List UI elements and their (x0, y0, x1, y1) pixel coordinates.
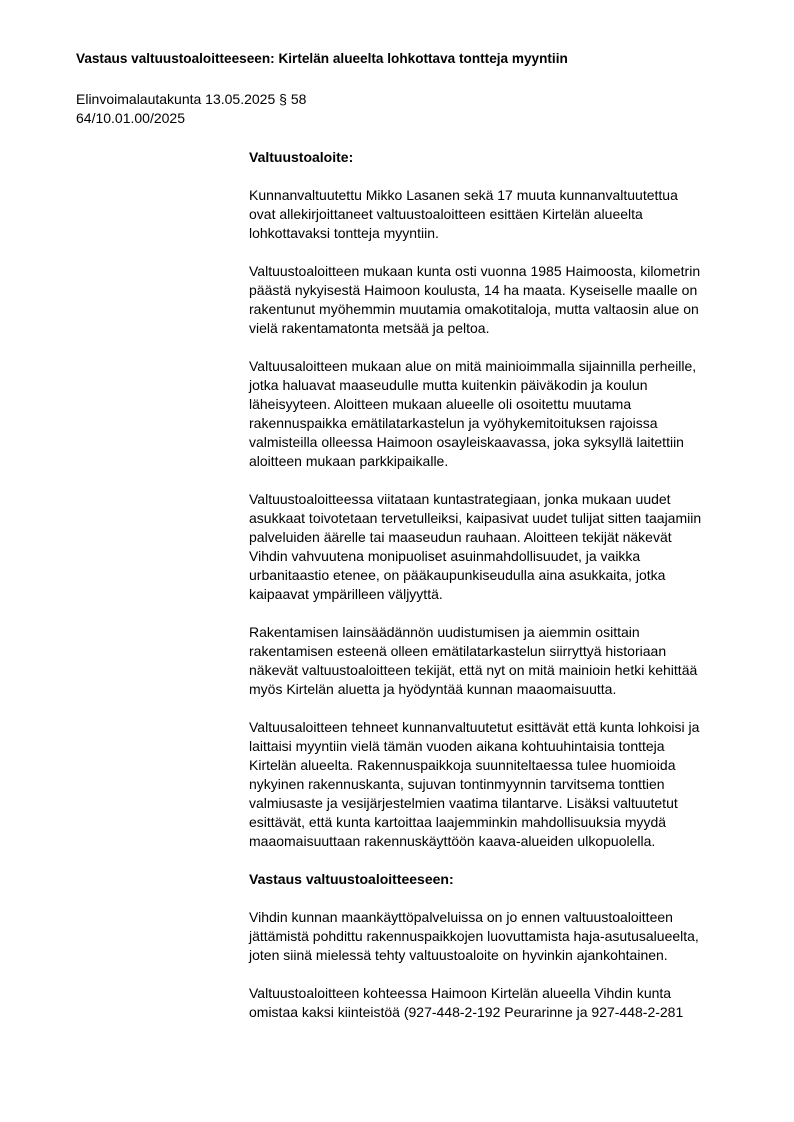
paragraph-line: asukkaat toivotetaan tervetulleiksi, kaipasivat uudet tulijat sitten taajamiin (249, 510, 702, 526)
paragraph-line: omistaa kaksi kiinteistöä (927-448-2-192 Peurarinne ja 927-448-2-281 (249, 1004, 684, 1020)
paragraph-line: kaipaavat ympärilleen väljyyttä. (249, 586, 443, 602)
record-number: 64/10.01.00/2025 (76, 110, 185, 126)
document-title: Vastaus valtuustoaloitteeseen: Kirtelän alueelta lohkottava tontteja myyntiin (76, 51, 568, 66)
paragraph-line: Rakentamisen lainsäädännön uudistumisen ja aiemmin osittain (249, 624, 640, 640)
paragraph-line: maaomaisuuttaan rakennuskäyttöön kaava-alueiden ulkopuolella. (249, 833, 656, 849)
section-heading: Valtuustoaloite: (249, 149, 354, 165)
paragraph (249, 623, 749, 699)
paragraph-line: ovat allekirjoittaneet valtuustoaloitteen esittäen Kirtelän alueelta (249, 206, 643, 222)
paragraph-line: Kirtelän alueelta. Rakennuspaikkoja suunniteltaessa tulee huomioida (249, 757, 676, 773)
paragraph (249, 186, 749, 243)
paragraph-line: lohkottavaksi tontteja myyntiin. (249, 225, 439, 241)
paragraph-line: aloitteen mukaan parkkipaikalle. (249, 453, 449, 469)
paragraph-line: Vihdin vahvuutena monipuoliset asuinmahdollisuudet, ja vaikka (249, 548, 641, 564)
paragraph (249, 262, 749, 338)
document-meta (76, 90, 306, 128)
paragraph-line: Valtuusaloitteen tehneet kunnanvaltuutetut esittävät että kunta lohkoisi ja (249, 719, 700, 735)
paragraph-line: nykyinen rakennuskanta, sujuvan tontinmyynnin tarvitsema tonttien (249, 776, 665, 792)
paragraph (249, 490, 749, 604)
paragraph (249, 718, 749, 851)
paragraph-line: palveluiden äärelle tai maaseudun rauhaan. Aloitteen tekijät näkevät (249, 529, 672, 545)
paragraph-line: Kunnanvaltuutettu Mikko Lasanen sekä 17 muuta kunnanvaltuutettua (249, 187, 678, 203)
paragraph-line: Valtuustoaloitteen mukaan kunta osti vuonna 1985 Haimoosta, kilometrin (249, 263, 701, 279)
paragraph-line: Valtuusaloitteen mukaan alue on mitä mainioimmalla sijainnilla perheille, (249, 358, 697, 374)
paragraph (249, 984, 749, 1022)
paragraph-line: valmisteilla olleessa Haimoon osayleiskaavassa, joka syksyllä laitettiin (249, 434, 684, 450)
meeting-reference: Elinvoimalautakunta 13.05.2025 § 58 (76, 91, 307, 107)
paragraph-line: joten siinä mielessä tehty valtuustoaloite on hyvinkin ajankohtainen. (249, 947, 668, 963)
paragraph-line: jotka haluavat maaseudulle mutta kuitenkin päiväkodin ja koulun (249, 377, 648, 393)
paragraph-line: esittävät, että kunta kartoittaa laajemminkin mahdollisuuksia myydä (249, 814, 667, 830)
paragraph-line: Valtuustoaloitteessa viitataan kuntastrategiaan, jonka mukaan uudet (249, 491, 671, 507)
paragraph-line: laittaisi myyntiin vielä tämän vuoden aikana kohtuuhintaisia tontteja (249, 738, 665, 754)
paragraph-line: näkevät valtuustoaloitteen tekijät, että nyt on mitä mainioin hetki kehittää (249, 662, 698, 678)
paragraph (249, 908, 749, 965)
paragraph-line: Valtuustoaloitteen kohteessa Haimoon Kirtelän alueella Vihdin kunta (249, 985, 672, 1001)
paragraph-line: valmiusaste ja vesijärjestelmien vaatima tilantarve. Lisäksi valtuutetut (249, 795, 678, 811)
paragraph-line: Vihdin kunnan maankäyttöpalveluissa on jo ennen valtuustoaloitteen (249, 909, 673, 925)
document-body (249, 148, 749, 1041)
section-heading: Vastaus valtuustoaloitteeseen: (249, 871, 454, 887)
paragraph-line: päästä nykyisestä Haimoon koulusta, 14 ha maata. Kyseiselle maalle on (249, 282, 698, 298)
paragraph-line: myös Kirtelän aluetta ja hyödyntää kunnan maaomaisuutta. (249, 681, 617, 697)
paragraph (249, 357, 749, 471)
paragraph-line: jättämistä pohdittu rakennuspaikkojen luovuttamista haja-asutusalueelta, (249, 928, 699, 944)
paragraph-line: läheisyyteen. Aloitteen mukaan alueelle oli osoitettu muutama (249, 396, 632, 412)
paragraph-line: rakentunut myöhemmin muutamia omakotitaloja, mutta valtaosin alue on (249, 301, 699, 317)
paragraph-line: rakennuspaikka emätilatarkastelun ja vyöhykemitoituksen rajoissa (249, 415, 658, 431)
paragraph-line: rakentamisen esteenä olleen emätilatarkastelun siirryttyä historiaan (249, 643, 667, 659)
paragraph-line: vielä rakentamatonta metsää ja peltoa. (249, 320, 490, 336)
paragraph-line: urbanitaastio etenee, on pääkaupunkiseudulla aina asukkaita, jotka (249, 567, 666, 583)
